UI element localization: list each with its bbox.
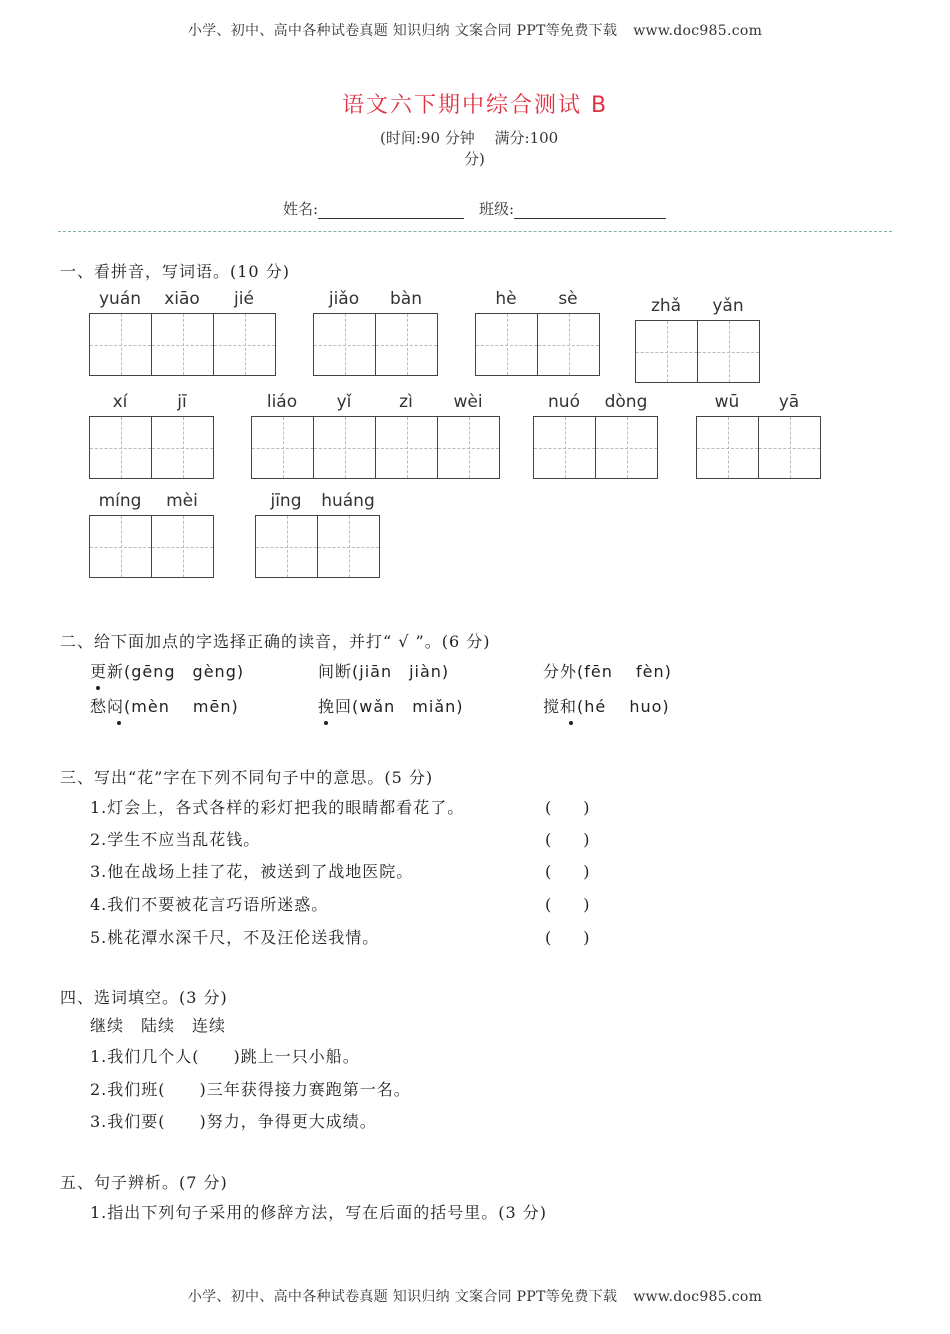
pinyin-label: zì [399, 392, 413, 412]
section-2-heading: 二、给下面加点的字选择正确的读音，并打“ √ ”。(6 分) [60, 632, 491, 651]
pinyin-label: hè [495, 289, 517, 309]
writing-grid [89, 313, 276, 376]
writing-grid [251, 416, 500, 479]
answer-paren[interactable]: ( ) [545, 798, 590, 817]
pinyin-label: wèi [453, 392, 483, 412]
pinyin-label: yuán [98, 289, 142, 309]
pinyin-group [635, 296, 760, 383]
pinyin-group [475, 289, 600, 376]
footer-url[interactable]: www.doc985.com [633, 1289, 763, 1305]
footer-text: 小学、初中、高中各种试卷真题 知识归纳 文案合同 PPT等免费下载 [187, 1289, 618, 1305]
writing-cell[interactable] [151, 314, 213, 375]
answer-paren[interactable]: ( ) [545, 895, 590, 914]
pinyin-label: dòng [604, 392, 648, 412]
emphasis-dot [117, 721, 121, 725]
choice-item[interactable]: 搅和(hé huo) [543, 697, 670, 716]
writing-grid [313, 313, 438, 376]
emphasis-dot [324, 721, 328, 725]
pinyin-group [696, 392, 821, 479]
choice-item[interactable]: 分外(fēn fèn) [543, 662, 672, 681]
pinyin-group [313, 289, 438, 376]
exam-info-line2: 分) [464, 150, 485, 168]
writing-grid [89, 416, 214, 479]
sentence-item: 1.指出下列句子采用的修辞方法，写在后面的括号里。(3 分) [90, 1203, 548, 1222]
writing-grid [475, 313, 600, 376]
writing-cell[interactable] [90, 417, 151, 478]
pinyin-label: jié [234, 289, 254, 309]
class-field[interactable] [479, 198, 666, 219]
writing-cell[interactable] [595, 417, 657, 478]
writing-cell[interactable] [90, 516, 151, 577]
word-choices: 继续 陆续 连续 [90, 1016, 227, 1035]
pinyin-label: jīng [270, 491, 302, 511]
writing-cell[interactable] [90, 314, 151, 375]
pinyin-group [89, 289, 276, 376]
section-4-heading: 四、选词填空。(3 分) [60, 988, 228, 1007]
emphasis-dot [96, 686, 100, 690]
pinyin-label: wū [714, 392, 740, 412]
emphasis-dot [569, 721, 573, 725]
writing-grid [255, 515, 380, 578]
pinyin-label: xí [112, 392, 128, 412]
writing-cell[interactable] [375, 314, 437, 375]
name-label: 姓名: [283, 200, 319, 218]
writing-cell[interactable] [256, 516, 317, 577]
writing-cell[interactable] [151, 516, 213, 577]
writing-cell[interactable] [537, 314, 599, 375]
pinyin-label: huáng [321, 491, 375, 511]
fill-item[interactable]: 3.我们要( )努力，争得更大成绩。 [90, 1112, 377, 1131]
section-3-heading: 三、写出“花”字在下列不同句子中的意思。(5 分) [60, 768, 434, 787]
answer-paren[interactable]: ( ) [545, 928, 590, 947]
answer-paren[interactable]: ( ) [545, 830, 590, 849]
writing-cell[interactable] [151, 417, 213, 478]
sentence-item: 1.灯会上，各式各样的彩灯把我的眼睛都看花了。 [90, 798, 465, 817]
header-text: 小学、初中、高中各种试卷真题 知识归纳 文案合同 PPT等免费下载 [187, 23, 618, 39]
writing-grid [89, 515, 214, 578]
pinyin-label: nuó [548, 392, 580, 412]
header-url[interactable]: www.doc985.com [633, 23, 763, 39]
choice-item[interactable]: 更新(gēng gèng) [90, 662, 245, 681]
writing-cell[interactable] [758, 417, 820, 478]
pinyin-group [89, 491, 214, 578]
writing-cell[interactable] [252, 417, 313, 478]
choice-item[interactable]: 愁闷(mèn mēn) [90, 697, 239, 716]
pinyin-label: sè [558, 289, 578, 309]
pinyin-label: jiǎo [328, 289, 360, 309]
page-title: 语文六下期中综合测试 B [341, 93, 609, 118]
divider [58, 231, 892, 232]
writing-cell[interactable] [697, 321, 759, 382]
pinyin-group [255, 491, 380, 578]
choice-item[interactable]: 间断(jiān jiàn) [318, 662, 450, 681]
pinyin-label: jī [177, 392, 187, 412]
exam-info-line1: (时间:90 分钟 满分:100 [380, 129, 559, 147]
page-footer [0, 1286, 950, 1306]
pinyin-label: yā [778, 392, 800, 412]
writing-cell[interactable] [375, 417, 437, 478]
writing-cell[interactable] [317, 516, 379, 577]
writing-cell[interactable] [636, 321, 697, 382]
pinyin-label: zhǎ [650, 296, 682, 316]
writing-cell[interactable] [534, 417, 595, 478]
class-blank[interactable] [514, 204, 666, 219]
writing-cell[interactable] [314, 314, 375, 375]
writing-cell[interactable] [697, 417, 758, 478]
page-header [0, 20, 950, 40]
sentence-item: 5.桃花潭水深千尺，不及汪伦送我情。 [90, 928, 380, 947]
section-5-heading: 五、句子辨析。(7 分) [60, 1173, 228, 1192]
pinyin-label: míng [98, 491, 142, 511]
fill-item[interactable]: 1.我们几个人( )跳上一只小船。 [90, 1047, 360, 1066]
fill-item[interactable]: 2.我们班( )三年获得接力赛跑第一名。 [90, 1080, 411, 1099]
answer-paren[interactable]: ( ) [545, 862, 590, 881]
writing-grid [635, 320, 760, 383]
writing-cell[interactable] [213, 314, 275, 375]
exam-info [380, 128, 580, 170]
choice-item[interactable]: 挽回(wǎn miǎn) [318, 697, 464, 716]
class-label: 班级: [479, 200, 515, 218]
writing-grid [696, 416, 821, 479]
sentence-item: 2.学生不应当乱花钱。 [90, 830, 261, 849]
pinyin-label: mèi [166, 491, 198, 511]
sentence-item: 3.他在战场上挂了花，被送到了战地医院。 [90, 862, 414, 881]
pinyin-label: bàn [390, 289, 422, 309]
section-1-heading: 一、看拼音，写词语。(10 分) [60, 262, 290, 281]
pinyin-label: yǐ [336, 392, 352, 412]
name-field[interactable] [283, 198, 464, 219]
pinyin-group [533, 392, 658, 479]
pinyin-label: xiāo [164, 289, 200, 309]
pinyin-group [89, 392, 214, 479]
writing-grid [533, 416, 658, 479]
name-blank[interactable] [318, 204, 464, 219]
pinyin-label: liáo [266, 392, 298, 412]
pinyin-group [251, 392, 500, 479]
writing-cell[interactable] [437, 417, 499, 478]
sentence-item: 4.我们不要被花言巧语所迷惑。 [90, 895, 329, 914]
writing-cell[interactable] [476, 314, 537, 375]
writing-cell[interactable] [313, 417, 375, 478]
pinyin-label: yǎn [712, 296, 744, 316]
